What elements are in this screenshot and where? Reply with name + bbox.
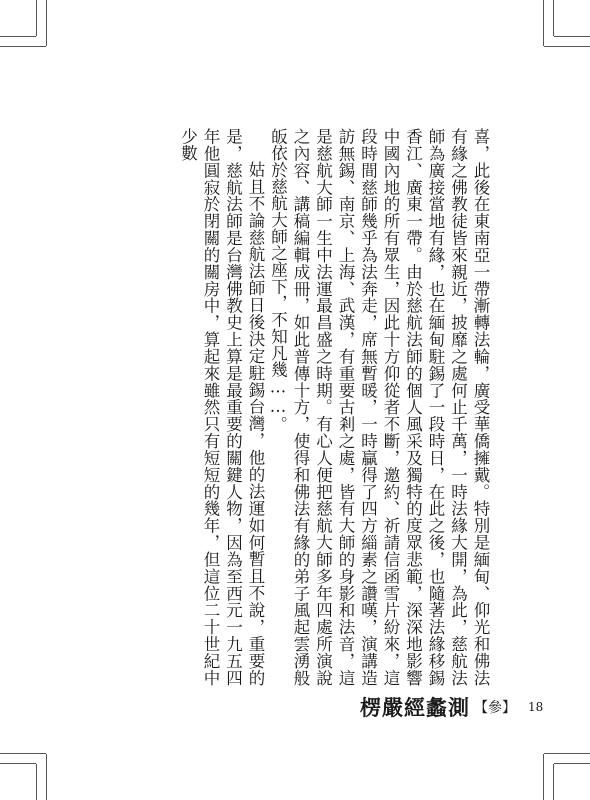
paragraph-1: 喜，此後在東南亞一帶漸轉法輪，廣受華僑擁戴。特別是緬甸、仰光和佛法有緣之佛教徒皆來親近，披靡之處何止千萬，一時法緣大開，為此，慈航法師為廣接當地有緣，也在緬甸駐錫了一段時日，在此之後，也隨著法緣移錫香江、廣東一帶。由於慈航法師的個人風采及獨特的度眾悲範，深深地影響中國內地的所有眾生，因此十方仰從者不斷，邀約、祈請信函雪片紛來，這段時間慈師幾乎為法奔走，席無暫暖，一時贏得了四方緇素之讚嘆，演講造訪無錫、南京、上海、武漢，有重要古剎之處，皆有大師的身影和法音，這是慈航大師一生中法運最昌盛之時期。有心人便把慈航大師多年四處所演說之內容、講稿編輯成冊，如此普傳十方，使得和佛法有緣的弟子風起雲湧般皈依於慈航大師之座下，不知凡幾……。 [268,128,490,686]
page-number: 18 [528,700,544,714]
volume-label: 【參】 [474,700,516,716]
paragraph-2: 姑且不論慈航法師日後決定駐錫台灣，他的法運如何暫且不說，重要的是，慈航法師是台灣佛教史上算是最重要的關鍵人物，因為至西元一九五四年他圓寂於閉關的關房中，算起來雖然只有短短的幾年，但這位二十世紀中少數 [178,128,265,686]
book-title: 楞嚴經蠡測 [360,695,470,720]
body-text [107,128,491,686]
page-footer [360,695,544,720]
